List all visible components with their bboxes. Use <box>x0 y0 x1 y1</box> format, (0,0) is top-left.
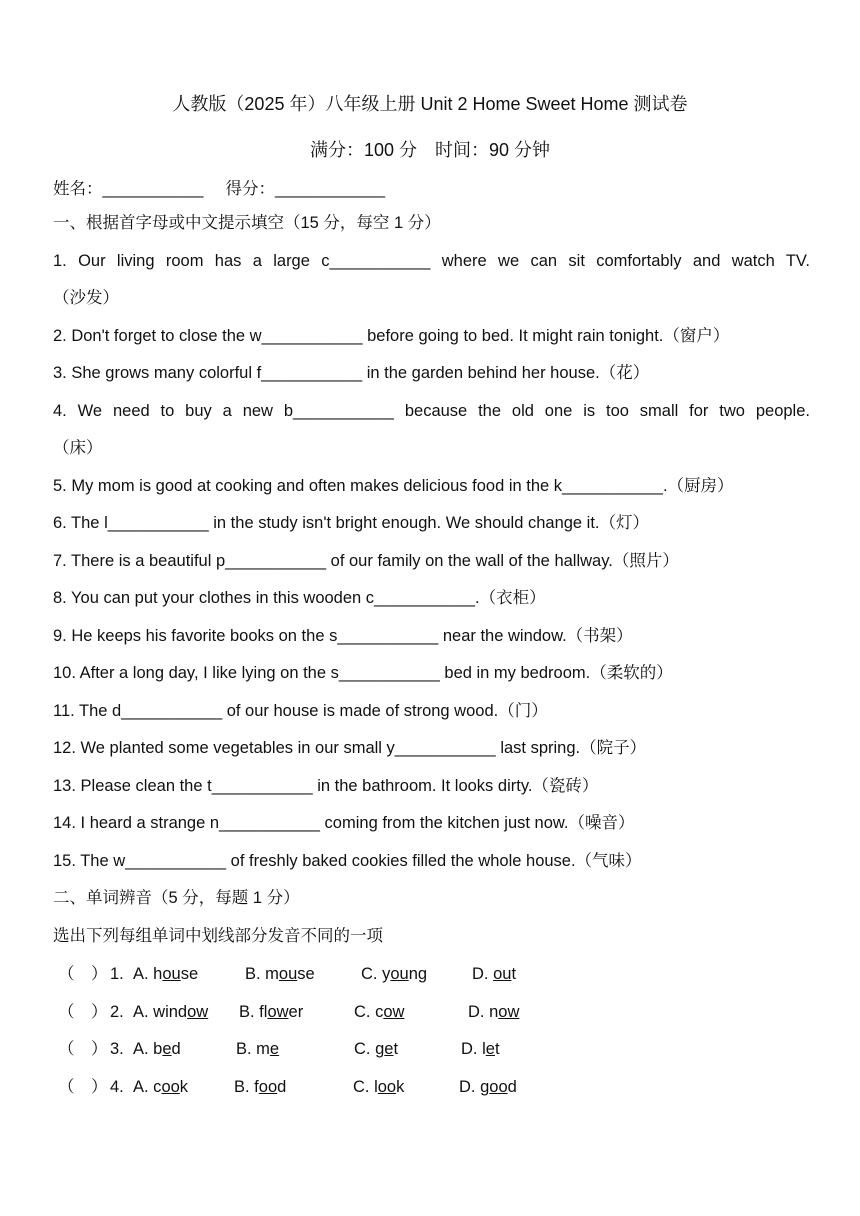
question-number: 1. <box>110 965 124 983</box>
section2-instruction: 选出下列每组单词中划线部分发音不同的一项 <box>53 927 383 945</box>
fill-item-15: 15. The w___________ of freshly baked cookies filled the whole house.（气味） <box>53 852 642 870</box>
option-d: D. out <box>472 965 517 983</box>
phonics-question-4 <box>58 1069 578 1106</box>
section1-heading: 一、根据首字母或中文提示填空（15 分，每空 1 分） <box>53 214 441 232</box>
fill-item-8: 8. You can put your clothes in this wooden c___________.（衣柜） <box>53 589 546 607</box>
option-c: C. look <box>353 1078 405 1096</box>
score-field: 得分：____________ <box>225 180 386 198</box>
option-b: B. mouse <box>245 965 315 983</box>
fill-item-11: 11. The d___________ of our house is made of strong wood.（门） <box>53 702 548 720</box>
option-a: A. house <box>133 965 199 983</box>
option-b: B. food <box>234 1078 287 1096</box>
option-d: D. good <box>459 1078 517 1096</box>
student-info-row <box>53 175 385 199</box>
answer-bracket: （ ） <box>58 965 108 983</box>
fill-item-1: 1. Our living room has a large c___________ where we can sit comfortably and watch TV. <box>53 252 810 270</box>
fill-item-5: 5. My mom is good at cooking and often makes delicious food in the k___________.（厨房） <box>53 477 734 495</box>
question-number: 3. <box>110 1040 124 1058</box>
fill-item-7: 7. There is a beautiful p___________ of our family on the wall of the hallway.（照片） <box>53 552 679 570</box>
fill-item-10: 10. After a long day, I like lying on the s___________ bed in my bedroom.（柔软的） <box>53 664 673 682</box>
answer-bracket: （ ） <box>58 1040 108 1058</box>
option-d: D. now <box>468 1003 520 1021</box>
answer-bracket: （ ） <box>58 1078 108 1096</box>
option-c: C. young <box>361 965 428 983</box>
fill-item-2: 2. Don't forget to close the w___________ before going to bed. It might rain tonight.（窗户） <box>53 327 730 345</box>
fill-item-3: 3. She grows many colorful f___________ in the garden behind her house.（花） <box>53 364 650 382</box>
option-b: B. me <box>236 1040 280 1058</box>
fill-item-14: 14. I heard a strange n___________ coming from the kitchen just now.（噪音） <box>53 814 635 832</box>
section2-heading: 二、单词辨音（5 分，每题 1 分） <box>53 889 300 907</box>
option-c: C. cow <box>354 1003 405 1021</box>
option-d: D. let <box>461 1040 500 1058</box>
question-number: 2. <box>110 1003 124 1021</box>
question-number: 4. <box>110 1078 124 1096</box>
option-b: B. flower <box>239 1003 304 1021</box>
fill-item-12: 12. We planted some vegetables in our small y___________ last spring.（院子） <box>53 739 647 757</box>
phonics-question-1 <box>58 956 578 993</box>
fill-item-13: 13. Please clean the t___________ in the bathroom. It looks dirty.（瓷砖） <box>53 777 599 795</box>
option-c: C. get <box>354 1040 399 1058</box>
fill-item-4: 4. We need to buy a new b___________ because the old one is too small for two people. <box>53 402 810 420</box>
phonics-question-2 <box>58 994 578 1031</box>
fill-item-4-hint: （床） <box>53 439 103 457</box>
name-field: 姓名：___________ <box>53 180 204 198</box>
option-a: A. cook <box>133 1078 189 1096</box>
fill-item-1-hint: （沙发） <box>53 289 119 307</box>
option-a: A. bed <box>133 1040 181 1058</box>
fill-item-9: 9. He keeps his favorite books on the s___________ near the window.（书架） <box>53 627 633 645</box>
answer-bracket: （ ） <box>58 1003 108 1021</box>
exam-title: 人教版（2025 年）八年级上册 Unit 2 Home Sweet Home 测试卷 <box>172 94 688 114</box>
phonics-question-3 <box>58 1031 578 1068</box>
exam-subtitle: 满分：100 分 时间：90 分钟 <box>309 140 551 160</box>
fill-item-6: 6. The l___________ in the study isn't bright enough. We should change it.（灯） <box>53 514 650 532</box>
option-a: A. window <box>133 1003 209 1021</box>
